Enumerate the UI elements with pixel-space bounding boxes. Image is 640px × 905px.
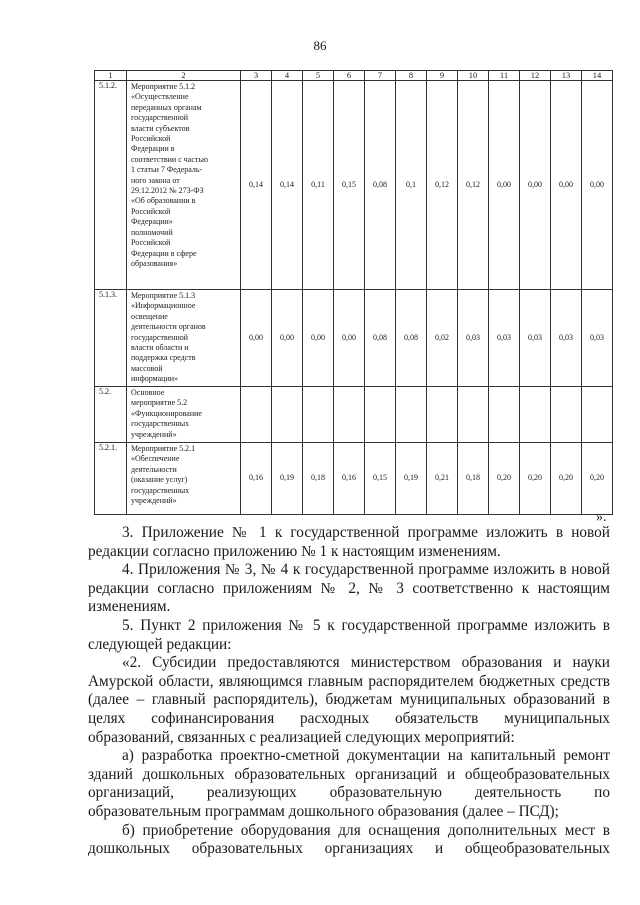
row-name-line: информации» [131,374,179,384]
value-cell: 0,00 [551,81,582,290]
value-cell [520,387,551,443]
value-cell [551,387,582,443]
column-header: 4 [272,71,303,81]
row-name-line: Мероприятие 5.1.2 [131,82,196,91]
value-cell [582,387,613,443]
row-name-line: государственной [131,113,189,123]
value-cell: 0,16 [334,443,365,515]
value-cell: 0,21 [427,443,458,515]
row-name-line: Мероприятие 5.2.1 [131,444,196,453]
row-code: 5.1.3. [95,290,127,387]
table-row [95,81,613,290]
value-cell [241,387,272,443]
row-name-line: поддержка средств [131,353,196,363]
value-cell: 0,20 [551,443,582,515]
value-cell: 0,11 [303,81,334,290]
value-cell: 0,00 [520,81,551,290]
value-cell: 0,1 [396,81,427,290]
row-name-line: освещение [131,311,168,321]
column-header: 11 [489,71,520,81]
value-cell: 0,03 [458,290,489,387]
row-name-line: «Информационное [131,301,196,311]
paragraph: б) приобретение оборудования для оснащения дополнительных мест в дошкольных образовательных организациях и общеобразовательных [88,821,610,858]
column-header: 3 [241,71,272,81]
value-cell: 0,19 [272,443,303,515]
value-cell: 0,12 [458,81,489,290]
row-name [127,387,241,443]
value-cell: 0,08 [365,81,396,290]
indicators-table [94,70,613,515]
value-cell: 0,03 [489,290,520,387]
row-name-line: 1 статьи 7 Федераль- [131,165,203,175]
row-name [127,443,241,515]
row-name-line: Российской [131,206,171,216]
row-name-line: «Об образовании в [131,196,196,206]
value-cell [303,387,334,443]
row-name-line: власти области и [131,343,189,353]
row-name-line: массовой [131,363,163,373]
row-name-line: учреждений» [131,429,177,439]
table-header-row [95,71,613,81]
value-cell: 0,18 [303,443,334,515]
value-cell: 0,08 [396,290,427,387]
row-name-line: «Обеспечение [131,454,180,464]
value-cell: 0,02 [427,290,458,387]
column-header: 12 [520,71,551,81]
paragraph: «2. Субсидии предоставляются министерством образования и науки Амурской области, являющимся главным распорядителем бюджетных средств (далее – главный распорядитель), бюджетам муниципальных образований в целях софинансирования расходных обязательств муниципальных образований, связанных с реализацией следующих мероприятий: [88,654,610,746]
value-cell: 0,00 [489,81,520,290]
row-name-line: Российской [131,134,171,144]
row-name-line: Основное [131,388,165,397]
row-name-line: власти субъектов [131,123,190,133]
row-code: 5.1.2. [95,81,127,290]
value-cell: 0,19 [396,443,427,515]
column-header: 13 [551,71,582,81]
value-cell: 0,12 [427,81,458,290]
row-name [127,290,241,387]
row-name-line: Федерации в сфере [131,248,197,258]
value-cell [458,387,489,443]
column-header: 9 [427,71,458,81]
value-cell [489,387,520,443]
row-code: 5.2.1. [95,443,127,515]
row-name-line: «Осуществление [131,92,189,102]
value-cell: 0,14 [241,81,272,290]
column-header: 2 [127,71,241,81]
paragraph: 4. Приложения № 3, № 4 к государственной программе изложить в новой редакции согласно приложениям № 2, № 3 соответственно к настоящим изменениям. [88,561,610,616]
row-name-line: полномочий [131,227,173,237]
row-name-line: (оказание услуг) [131,475,188,485]
column-header: 5 [303,71,334,81]
row-name-line: 29.12.2012 № 273-ФЗ [131,186,204,196]
table-row [95,387,613,443]
row-name-line: переданных органам [131,102,202,112]
column-header: 6 [334,71,365,81]
value-cell: 0,20 [520,443,551,515]
value-cell [334,387,365,443]
row-name-line: государственных [131,419,190,429]
row-name-line: государственных [131,485,190,495]
row-name-line: учреждений» [131,496,177,506]
value-cell: 0,00 [582,81,613,290]
column-header: 10 [458,71,489,81]
row-name [127,81,241,290]
row-name-line: Федерации в [131,144,175,154]
table-row [95,290,613,387]
row-name-line: деятельности органов [131,322,206,332]
row-name-line: мероприятие 5.2 [131,398,188,408]
row-name-line: образования» [131,258,178,268]
paragraph: 5. Пункт 2 приложения № 5 к государственной программе изложить в следующей редакции: [88,616,610,653]
value-cell: 0,20 [489,443,520,515]
row-name-line: Мероприятие 5.1.3 [131,291,196,300]
column-header: 1 [95,71,127,81]
paragraph: 3. Приложение № 1 к государственной программе изложить в новой редакции согласно приложению № 1 к настоящим изменениям. [88,524,610,560]
page-number: 86 [313,38,327,53]
value-cell: 0,03 [551,290,582,387]
column-header: 7 [365,71,396,81]
column-header: 14 [582,71,613,81]
row-name-line: «Функционирование [131,408,202,418]
value-cell: 0,00 [272,290,303,387]
value-cell: 0,00 [241,290,272,387]
paragraph: а) разработка проектно-сметной документации на капитальный ремонт зданий дошкольных образовательных организаций и общеобразовательных организаций, реализующих образовательную деятельность по образовательным программам дошкольного образования (далее – ПСД); [88,747,610,820]
row-name-line: деятельности [131,464,177,474]
value-cell: 0,14 [272,81,303,290]
row-name-line: Российской [131,238,171,248]
table-row [95,443,613,515]
value-cell: 0,20 [582,443,613,515]
document-body [88,524,610,859]
row-code: 5.2. [95,387,127,443]
value-cell: 0,03 [582,290,613,387]
value-cell [272,387,303,443]
value-cell: 0,00 [303,290,334,387]
value-cell [365,387,396,443]
row-name-line: государственной [131,332,189,342]
value-cell: 0,15 [365,443,396,515]
value-cell: 0,18 [458,443,489,515]
closing-quote: ». [596,510,607,525]
value-cell: 0,16 [241,443,272,515]
row-name-line: соответствии с частью [131,154,208,164]
row-name-line: Федерации» [131,217,173,227]
value-cell [427,387,458,443]
column-header: 8 [396,71,427,81]
value-cell [396,387,427,443]
row-name-line: ного закона от [131,175,180,185]
value-cell: 0,00 [334,290,365,387]
value-cell: 0,08 [365,290,396,387]
value-cell: 0,03 [520,290,551,387]
value-cell: 0,15 [334,81,365,290]
